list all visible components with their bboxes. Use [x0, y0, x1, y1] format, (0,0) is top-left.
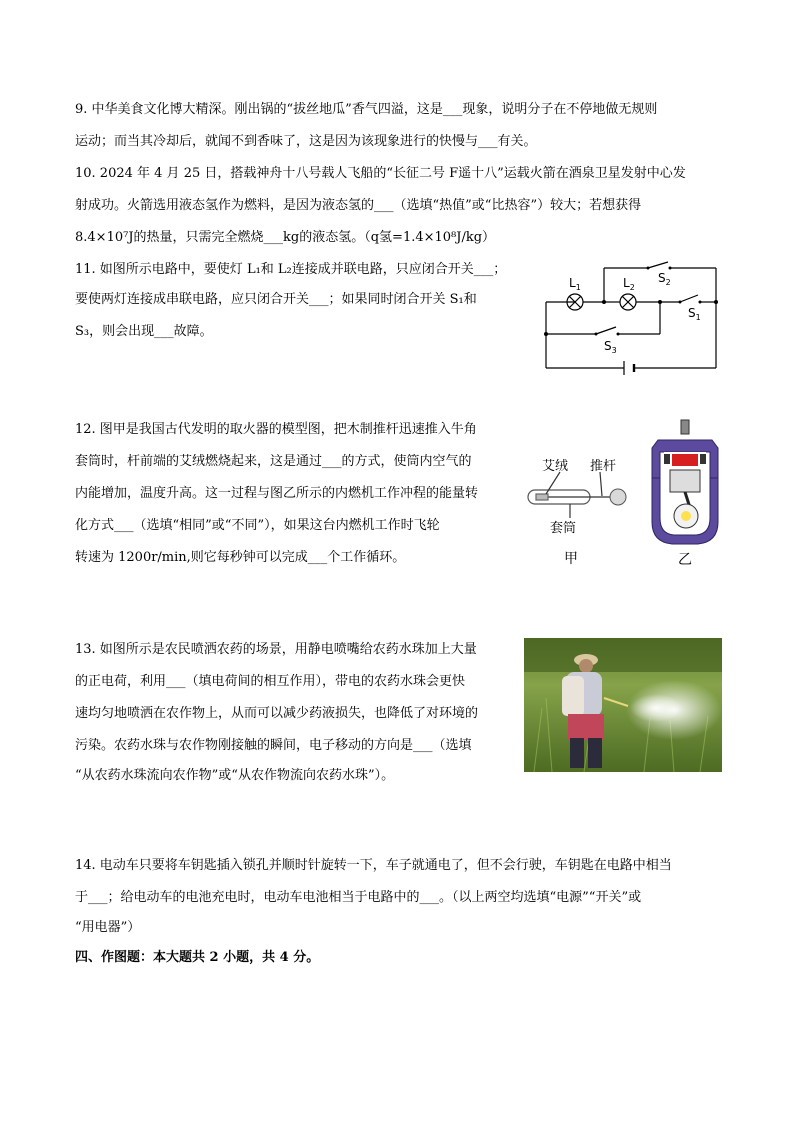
q9-line-1: 9. 中华美食文化博大精深。刚出锅的“拔丝地瓜”香气四溢，这是___现象，说明分子在不停地做无规则	[75, 102, 658, 117]
q12-line-2: 套筒时，杆前端的艾绒燃烧起来，这是通过___的方式，使筒内空气的	[75, 454, 472, 469]
q13-line-1: 13. 如图所示是农民喷洒农药的场景，用静电喷嘴给农药水珠加上大量	[75, 642, 477, 657]
q10-line-1: 10. 2024 年 4 月 25 日，搭载神舟十八号载人飞船的“长征二号 F遥十八”运载火箭在酒泉卫星发射中心发	[75, 166, 686, 181]
label-l2: $L_2$	[623, 276, 635, 292]
q14-line-3: “用电器”）	[75, 920, 141, 935]
label-jia: 甲	[564, 551, 578, 567]
engine-cylinder-figure	[648, 418, 728, 570]
q12-line-5: 转速为 1200r/min,则它每秒钟可以完成___个工作循环。	[75, 550, 406, 565]
q11-line-3: S₃，则会出现___故障。	[75, 324, 213, 339]
q11-line-2: 要使两灯连接成串联电路，应只闭合开关___；如果同时闭合开关 S₁和	[75, 292, 477, 307]
q14-line-1: 14. 电动车只要将车钥匙插入锁孔并顺时针旋转一下，车子就通电了，但不会行驶，车钥匙在电路中相当	[75, 858, 672, 873]
q12-line-4: 化方式___（选填“相同”或“不同”），如果这台内燃机工作时飞轮	[75, 518, 440, 533]
q10-line-2: 射成功。火箭选用液态氢作为燃料，是因为液态氢的___（选填“热值”或“比热容”）较大；若想获得	[75, 198, 642, 213]
q13-line-2: 的正电荷，利用___（填电荷间的相互作用），带电的农药水珠会更快	[75, 674, 466, 689]
q10-line-3: 8.4×10⁷J的热量，只需完全燃烧___kg的液态氢。（q氢=1.4×10⁸J/kg）	[75, 230, 496, 245]
q12-line-1: 12. 图甲是我国古代发明的取火器的模型图，把木制推杆迅速推入牛角	[75, 422, 477, 437]
label-yi: 乙	[678, 552, 692, 568]
section-4-heading: 四、作图题：本大题共 2 小题，共 4 分。	[75, 950, 320, 965]
fire-piston-figure	[520, 450, 635, 570]
q13-line-3: 速均匀地喷洒在农作物上，从而可以减少药液损失，也降低了对环境的	[75, 706, 479, 721]
q13-line-5: “从农药水珠流向农作物”或“从农作物流向农药水珠”）。	[75, 768, 395, 783]
q14-line-2: 于___；给电动车的电池充电时，电动车电池相当于电路中的___。（以上两空均选填“电源”“开关”或	[75, 890, 642, 905]
circuit-diagram	[538, 260, 728, 380]
label-push-rod: 推杆	[590, 459, 617, 474]
q9-line-2: 运动；而当其冷却后，就闻不到香味了，这是因为该现象进行的快慢与___有关。	[75, 134, 537, 149]
label-s1: $S_1$	[688, 306, 701, 322]
label-sleeve: 套筒	[550, 521, 577, 536]
q11-line-1: 11. 如图所示电路中，要使灯 L₁和 L₂连接成并联电路，只应闭合开关___；	[75, 262, 507, 277]
label-l1: $L_1$	[569, 276, 581, 292]
label-s3: $S_3$	[604, 339, 617, 355]
q12-line-3: 内能增加，温度升高。这一过程与图乙所示的内燃机工作冲程的能量转	[75, 486, 479, 501]
label-s2: $S_2$	[658, 271, 671, 287]
q13-line-4: 污染。农药水珠与农作物刚接触的瞬间，电子移动的方向是___（选填	[75, 738, 472, 753]
farmer-spraying-photo	[524, 638, 722, 772]
label-moxa: 艾绒	[542, 459, 569, 474]
